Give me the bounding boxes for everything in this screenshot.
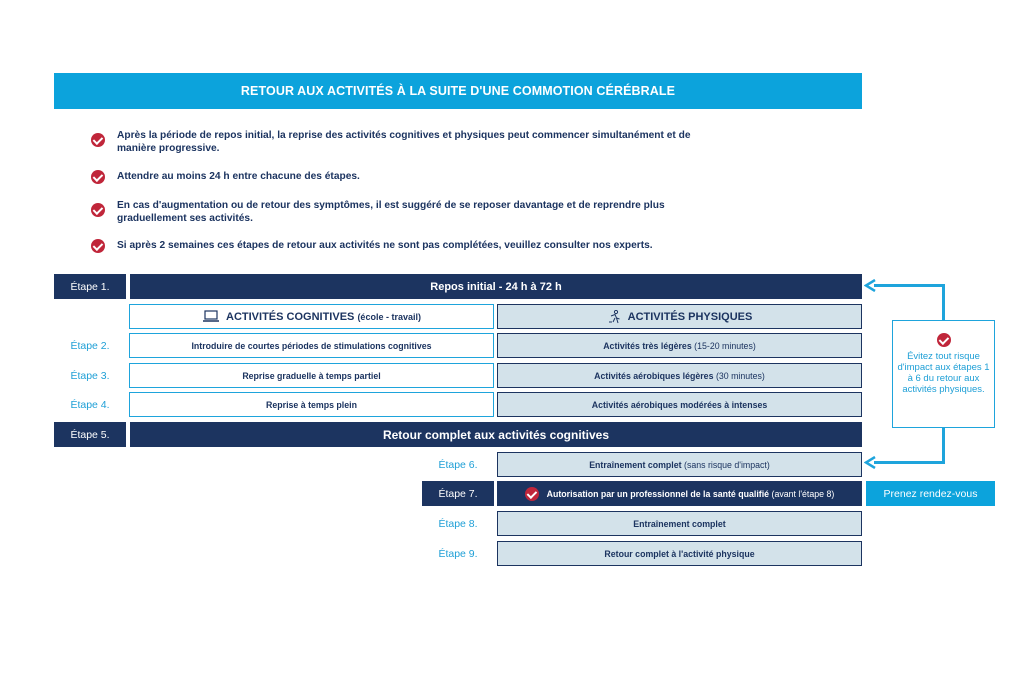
step-2-cognitive: Introduire de courtes périodes de stimulations cognitives	[129, 333, 494, 358]
step-7-tag: Étape 7.	[422, 481, 494, 506]
page-title: RETOUR AUX ACTIVITÉS À LA SUITE D'UNE COMMOTION CÉRÉBRALE	[54, 73, 862, 109]
step-8-physical: Entraînement complet	[497, 511, 862, 536]
bullet-text: En cas d'augmentation ou de retour des symptômes, il est suggéré de se reposer davantage et de reprendre plus graduellement ses activités.	[117, 200, 665, 224]
step-3-physical-detail: (30 minutes)	[715, 370, 765, 381]
bracket-top-line	[874, 284, 945, 287]
step-2-label: Étape 2.	[70, 339, 110, 352]
step-3-physical	[497, 363, 862, 388]
step-9-physical: Retour complet à l'activité physique	[497, 541, 862, 566]
step-7-check	[525, 487, 539, 501]
step-6-physical	[497, 452, 862, 477]
step-4-physical: Activités aérobiques modérées à intenses	[497, 392, 862, 417]
step-6-main: Entraînement complet	[589, 459, 682, 470]
arrow-left-icon	[864, 456, 876, 469]
laptop-icon	[202, 310, 220, 323]
physical-header	[497, 304, 862, 329]
step-2-physical-main: Activités très légères	[603, 340, 692, 351]
step-2-physical	[497, 333, 862, 358]
step-5-tag: Étape 5.	[54, 422, 126, 447]
cognitive-header-title: ACTIVITÉS COGNITIVES	[226, 310, 355, 323]
step-3-cognitive: Reprise graduelle à temps partiel	[129, 363, 494, 388]
impact-warning-box	[892, 320, 995, 428]
step-7-bar	[497, 481, 862, 506]
check-circle-icon	[525, 487, 539, 501]
check-circle-icon	[91, 133, 105, 147]
appointment-button[interactable]: Prenez rendez-vous	[866, 481, 995, 506]
bullet-text: Après la période de repos initial, la reprise des activités cognitives et physiques peut commencer simultanément et de manière progressive.	[117, 130, 691, 154]
check-circle-icon	[91, 203, 105, 217]
impact-warning-text: Évitez tout risque d'impact aux étapes 1 à 6 du retour aux activités physiques.	[897, 351, 990, 395]
step-7-detail: (avant l'étape 8)	[771, 488, 835, 499]
step-7-main: Autorisation par un professionnel de la santé qualifié	[546, 488, 770, 499]
cognitive-header	[129, 304, 494, 329]
step-9-label: Étape 9.	[438, 547, 478, 560]
check-circle-icon	[91, 239, 105, 253]
step-8-label: Étape 8.	[438, 517, 478, 530]
bullet-text: Si après 2 semaines ces étapes de retour aux activités ne sont pas complétées, veuillez consulter nos experts.	[117, 240, 653, 251]
step-3-label: Étape 3.	[70, 369, 110, 382]
step-3-physical-main: Activités aérobiques légères	[594, 370, 714, 381]
step-1-bar: Repos initial - 24 h à 72 h	[130, 274, 862, 299]
runner-icon	[607, 310, 622, 324]
step-4-label: Étape 4.	[70, 398, 110, 411]
bracket-bottom-line	[874, 461, 945, 464]
check-circle-icon	[937, 333, 951, 347]
physical-header-title: ACTIVITÉS PHYSIQUES	[627, 310, 753, 323]
bullet-text: Attendre au moins 24 h entre chacune des étapes.	[117, 171, 360, 182]
step-2-physical-detail: (15-20 minutes)	[694, 340, 756, 351]
arrow-left-icon	[864, 279, 876, 292]
step-4-cognitive: Reprise à temps plein	[129, 392, 494, 417]
cognitive-header-subtitle: (école - travail)	[357, 311, 421, 322]
step-6-detail: (sans risque d'impact)	[684, 459, 770, 470]
check-circle-icon	[91, 170, 105, 184]
step-5-bar: Retour complet aux activités cognitives	[130, 422, 862, 447]
step-6-label: Étape 6.	[438, 458, 478, 471]
step-1-tag: Étape 1.	[54, 274, 126, 299]
